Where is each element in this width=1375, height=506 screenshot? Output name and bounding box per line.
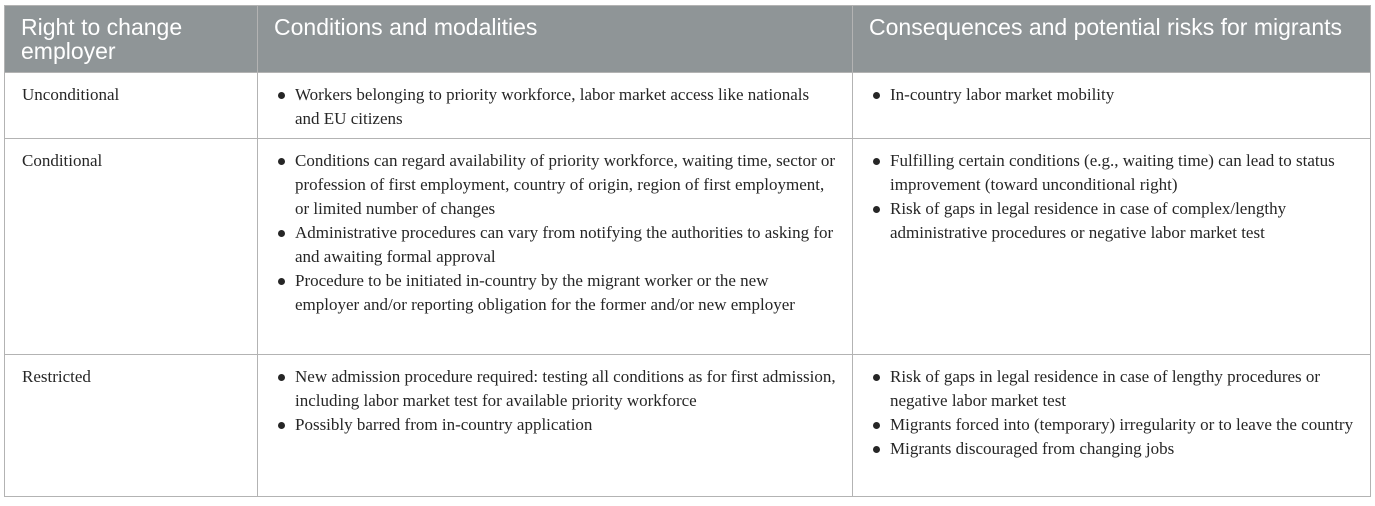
conditions-cell bbox=[258, 139, 853, 355]
list-item: Fulfilling certain conditions (e.g., waiting time) can lead to status improvement (toward unconditional right) bbox=[870, 149, 1354, 197]
consequences-cell bbox=[853, 355, 1371, 497]
list-item: New admission procedure required: testing all conditions as for first admission, including labor market test for available priority workforce bbox=[275, 365, 836, 413]
list-item: Possibly barred from in-country application bbox=[275, 413, 836, 437]
header-conditions: Conditions and modalities bbox=[258, 6, 853, 73]
conditions-cell bbox=[258, 73, 853, 139]
consequences-cell bbox=[853, 73, 1371, 139]
table-row bbox=[5, 139, 1371, 355]
list-item: Administrative procedures can vary from notifying the authorities to asking for and awaiting formal approval bbox=[275, 221, 836, 269]
list-item: Risk of gaps in legal residence in case of complex/lengthy administrative procedures or negative labor market test bbox=[870, 197, 1354, 245]
consequences-cell bbox=[853, 139, 1371, 355]
consequences-list bbox=[870, 149, 1354, 245]
list-item: Procedure to be initiated in-country by the migrant worker or the new employer and/or reporting obligation for the former and/or new employer bbox=[275, 269, 836, 317]
list-item: In-country labor market mobility bbox=[870, 83, 1354, 107]
employer-change-table bbox=[4, 5, 1371, 497]
table-row bbox=[5, 73, 1371, 139]
header-right-to-change: Right to change employer bbox=[5, 6, 258, 73]
consequences-list bbox=[870, 365, 1354, 461]
list-item: Risk of gaps in legal residence in case of lengthy procedures or negative labor market test bbox=[870, 365, 1354, 413]
header-consequences: Consequences and potential risks for migrants bbox=[853, 6, 1371, 73]
list-item: Migrants discouraged from changing jobs bbox=[870, 437, 1354, 461]
category-cell: Unconditional bbox=[5, 73, 258, 139]
conditions-list bbox=[275, 149, 836, 317]
list-item: Migrants forced into (temporary) irregularity or to leave the country bbox=[870, 413, 1354, 437]
header-row bbox=[5, 6, 1371, 73]
category-cell: Conditional bbox=[5, 139, 258, 355]
category-cell: Restricted bbox=[5, 355, 258, 497]
list-item: Conditions can regard availability of priority workforce, waiting time, sector or profession of first employment, country of origin, region of first employment, or limited number of changes bbox=[275, 149, 836, 221]
conditions-list bbox=[275, 83, 836, 131]
table-row bbox=[5, 355, 1371, 497]
conditions-list bbox=[275, 365, 836, 437]
list-item: Workers belonging to priority workforce, labor market access like nationals and EU citizens bbox=[275, 83, 836, 131]
conditions-cell bbox=[258, 355, 853, 497]
consequences-list bbox=[870, 83, 1354, 107]
